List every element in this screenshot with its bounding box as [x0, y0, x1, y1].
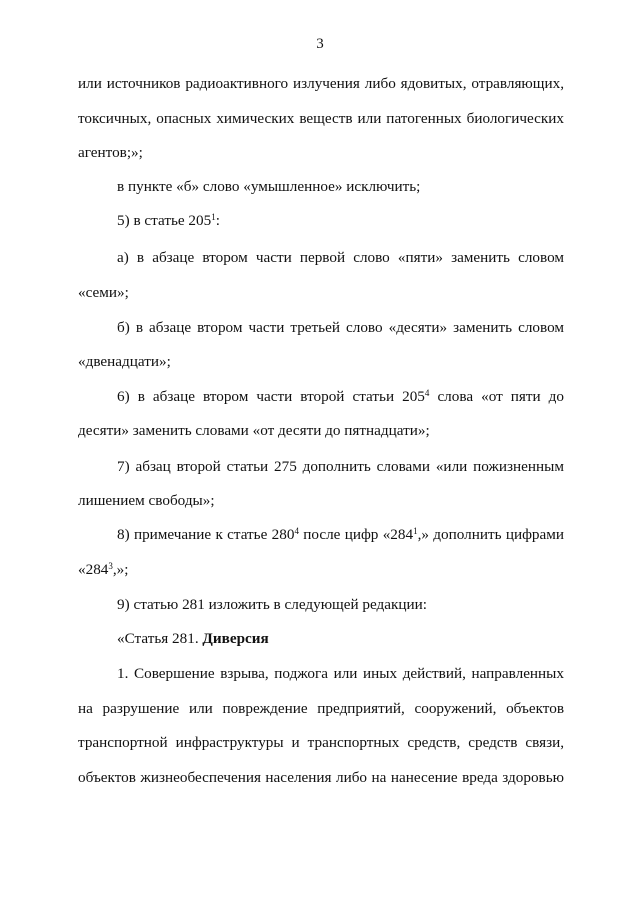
- article-heading: [117, 630, 564, 648]
- text-line: на разрушение или повреждение предприятий, сооружений, объектов: [78, 700, 564, 717]
- text-line: или источников радиоактивного излучения либо ядовитых, отравляющих,: [78, 75, 564, 92]
- text-line: лишением свободы»;: [78, 492, 215, 509]
- text-line: б) в абзаце втором части третьей слово «десяти» заменить словом: [117, 319, 564, 336]
- text-line: токсичных, опасных химических веществ или патогенных биологических: [78, 110, 564, 127]
- text-run: «Статья 281.: [117, 630, 203, 647]
- superscript: 1: [211, 212, 216, 222]
- text-line: [117, 526, 564, 544]
- text-line: транспортной инфраструктуры и транспортных средств, средств связи,: [78, 734, 564, 751]
- superscript: 4: [294, 526, 299, 536]
- page-number: 3: [316, 36, 324, 52]
- text-line: [117, 212, 564, 230]
- text-line: [78, 561, 564, 579]
- text-run: 5) в статье 205: [117, 212, 212, 229]
- superscript: 3: [108, 561, 113, 571]
- text-line: агентов;»;: [78, 144, 143, 161]
- text-line: 7) абзац второй статьи 275 дополнить словами «или пожизненным: [117, 458, 564, 475]
- superscript: 4: [424, 388, 430, 398]
- text-run: ,»;: [112, 561, 129, 578]
- text-run: слова «от пяти до: [429, 388, 565, 405]
- text-line: [117, 388, 564, 406]
- text-run: «284: [78, 561, 109, 578]
- text-line: «семи»;: [78, 284, 129, 301]
- text-line: 1. Совершение взрыва, поджога или иных действий, направленных: [117, 665, 564, 682]
- text-run: после цифр «284: [298, 526, 414, 543]
- text-line: десяти» заменить словами «от десяти до пятнадцати»;: [78, 422, 430, 439]
- text-line: в пункте «б» слово «умышленное» исключить;: [117, 178, 421, 195]
- text-run: :: [215, 212, 220, 229]
- article-title: Диверсия: [202, 630, 269, 647]
- text-run: ,» дополнить цифрами: [417, 526, 564, 543]
- text-run: 6) в абзаце втором части второй статьи 205: [117, 388, 425, 405]
- text-run: 8) примечание к статье 280: [117, 526, 295, 543]
- text-line: 9) статью 281 изложить в следующей редакции:: [117, 596, 427, 613]
- text-line: «двенадцати»;: [78, 353, 171, 370]
- text-line: а) в абзаце втором части первой слово «пяти» заменить словом: [117, 249, 564, 266]
- text-line: объектов жизнеобеспечения населения либо на нанесение вреда здоровью: [78, 769, 564, 786]
- superscript: 1: [413, 526, 418, 536]
